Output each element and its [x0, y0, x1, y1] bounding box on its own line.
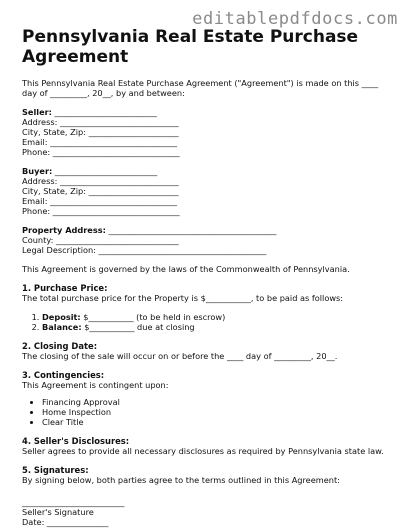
list-item: • Home Inspection — [42, 407, 394, 417]
list-item: • Clear Title — [42, 417, 394, 427]
seller-heading: Seller: — [22, 107, 52, 117]
signature-block — [22, 497, 394, 527]
signatures-section — [22, 465, 394, 485]
signature-line: _________________________ — [22, 497, 125, 507]
balance-text: $___________ due at closing — [81, 322, 195, 332]
purchase-price-section — [22, 283, 394, 332]
closing-date-text: The closing of the sale will occur on or before the ____ day of _________, 20__. — [22, 351, 338, 361]
payment-list — [22, 312, 394, 332]
signature-label: Seller's Signature — [22, 507, 94, 517]
property-legal-description: Legal Description: _________________________________________ — [22, 245, 267, 255]
signature-date: Date: _______________ — [22, 517, 109, 527]
buyer-heading: Buyer: — [22, 166, 53, 176]
closing-date-section — [22, 341, 394, 361]
contingencies-heading: 3. Contingencies: — [22, 370, 105, 380]
property-address-blank: _________________________________________ — [105, 225, 277, 235]
disclosures-heading: 4. Seller's Disclosures: — [22, 436, 130, 446]
buyer-phone: Phone: _______________________________ — [22, 206, 180, 216]
list-item: • Financing Approval — [42, 397, 394, 407]
disclosures-section — [22, 436, 394, 456]
property-heading-line — [22, 225, 394, 235]
balance-item — [42, 322, 394, 332]
seller-block — [22, 107, 394, 157]
purchase-price-heading: 1. Purchase Price: — [22, 283, 108, 293]
seller-email: Email: _______________________________ — [22, 137, 177, 147]
seller-name-blank: _________________________ — [51, 107, 157, 117]
deposit-text: $___________ (to be held in escrow) — [80, 312, 226, 322]
contingencies-section — [22, 370, 394, 427]
buyer-address: Address: _____________________________ — [22, 176, 179, 186]
contingencies-text: This Agreement is contingent upon: — [22, 380, 169, 390]
buyer-name-blank: _________________________ — [52, 166, 158, 176]
buyer-city: City, State, Zip: ______________________ — [22, 186, 179, 196]
property-block — [22, 225, 394, 255]
seller-phone: Phone: _______________________________ — [22, 147, 180, 157]
seller-city: City, State, Zip: ______________________ — [22, 127, 179, 137]
document-body — [22, 78, 394, 527]
buyer-heading-line — [22, 166, 394, 176]
watermark: editablepdfdocs.com — [192, 9, 398, 29]
seller-heading-line — [22, 107, 394, 117]
governing-law: This Agreement is governed by the laws of the Commonwealth of Pennsylvania. — [22, 264, 350, 274]
property-heading: Property Address: — [22, 225, 106, 235]
buyer-email: Email: _______________________________ — [22, 196, 177, 206]
seller-address: Address: _____________________________ — [22, 117, 179, 127]
closing-date-heading: 2. Closing Date: — [22, 341, 98, 351]
signatures-text: By signing below, both parties agree to the terms outlined in this Agreement: — [22, 475, 340, 485]
deposit-label: Deposit: — [42, 312, 81, 322]
signatures-heading: 5. Signatures: — [22, 465, 89, 475]
buyer-block — [22, 166, 394, 216]
balance-label: Balance: — [42, 322, 82, 332]
document-title: Pennsylvania Real Estate Purchase Agreement — [22, 27, 359, 67]
contingencies-list — [22, 397, 394, 427]
deposit-item — [42, 312, 394, 322]
purchase-price-text: The total purchase price for the Property is $___________, to be paid as follows: — [22, 293, 344, 303]
intro-paragraph: This Pennsylvania Real Estate Purchase Agreement ("Agreement") is made on this ____ day of _________, 20__, by and between: — [22, 78, 379, 98]
disclosures-text: Seller agrees to provide all necessary disclosures as required by Pennsylvania state law. — [22, 446, 384, 456]
property-county: County: ______________________________ — [22, 235, 179, 245]
